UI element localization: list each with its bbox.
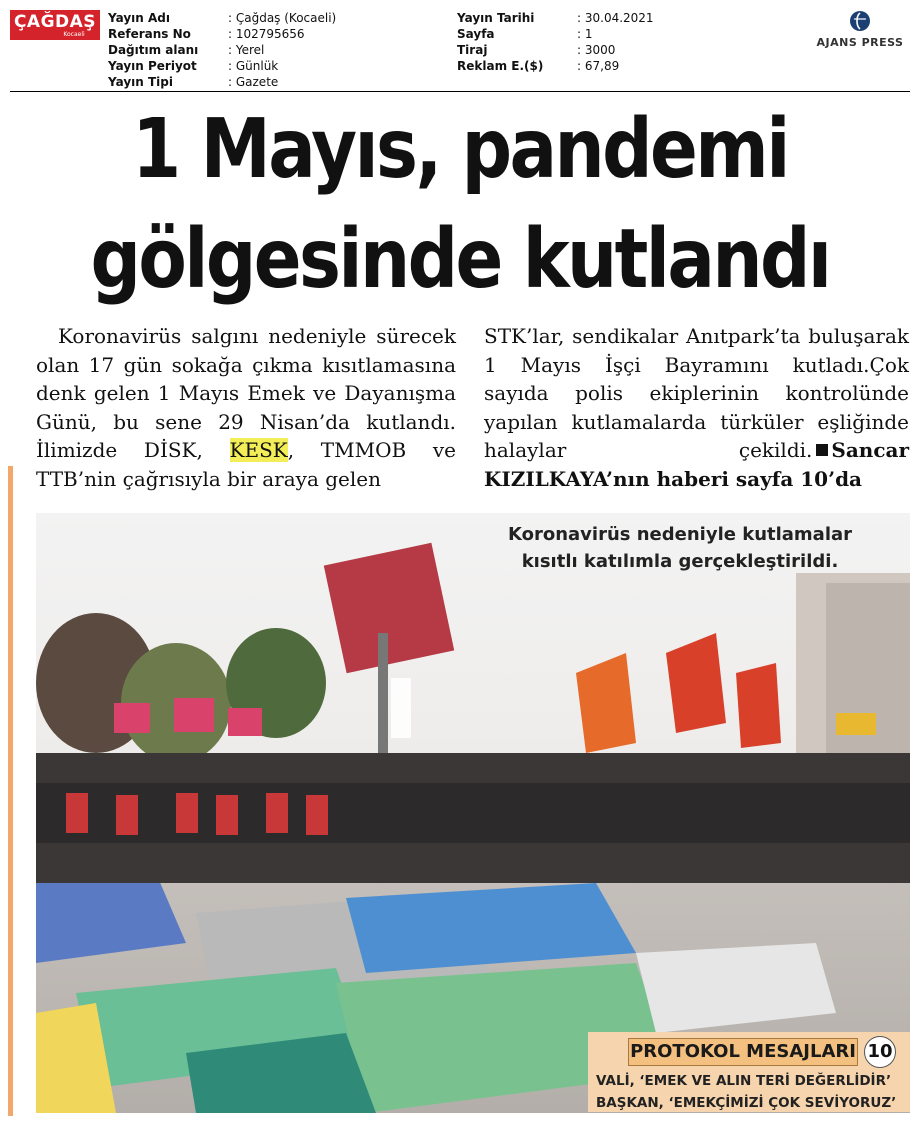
- meta-row: [457, 26, 654, 42]
- agency-logo-text: AJANS PRESS: [816, 36, 904, 49]
- agency-logo: [808, 10, 912, 50]
- meta-label: Tiraj: [457, 43, 488, 57]
- teaser-line-2: BAŞKAN, ‘EMEKÇİMİZİ ÇOK SEVİYORUZ’: [596, 1095, 897, 1111]
- newspaper-logo-text: ÇAĞDAŞ: [13, 11, 97, 32]
- meta-value: : 102795656: [228, 27, 305, 41]
- meta-value: : 67,89: [577, 59, 620, 73]
- photo-caption-line-1: Koronavirüs nedeniyle kutlamalar: [507, 524, 853, 545]
- meta-value: : 30.04.2021: [577, 11, 654, 25]
- news-photo: [36, 513, 910, 1113]
- meta-label: Sayfa: [457, 27, 495, 41]
- meta-row: [108, 58, 336, 74]
- highlighted-word: KESK: [229, 438, 288, 462]
- meta-label: Yayın Tarihi: [457, 11, 535, 25]
- crowd-photo-illustration: [36, 513, 910, 1113]
- inside-page-teaser: [588, 1032, 910, 1112]
- article-text: Koronavirüs salgını nedeniyle sürecek olan 17 gün sokağa çıkma kısıtlamasına denk gelen 1 Mayıs Emek ve Dayanışma Günü, bu sene 29 Nisan’da kutlandı. İlimizde DİSK,: [36, 324, 456, 462]
- meta-label: Yayın Adı: [108, 11, 170, 25]
- newspaper-logo-subtitle: Kocaeli: [63, 30, 85, 38]
- teaser-line-1: VALİ, ‘EMEK VE ALIN TERİ DEĞERLİDİR’: [596, 1073, 892, 1089]
- meta-row: [108, 74, 336, 90]
- meta-row: [457, 42, 654, 58]
- newspaper-logo: [10, 10, 100, 40]
- meta-label: Yayın Tipi: [108, 75, 173, 89]
- meta-label: Reklam E.($): [457, 59, 544, 73]
- article-paragraph: [36, 322, 456, 493]
- meta-value: : Gazete: [228, 75, 279, 89]
- headline-line-1: 1 Mayıs, pandemi: [132, 102, 788, 197]
- meta-value: : Yerel: [228, 43, 265, 57]
- article-text: STK’lar, sendikalar Anıtpark’ta buluşarak 1 Mayıs İşçi Bayramını kutladı.Çok sayıda polis ekiplerinin kontrolünde yapılan kutlamalarda türküler eşliğinde halaylar çekildi.: [484, 324, 909, 462]
- meta-row: [108, 10, 336, 26]
- meta-value: : 3000: [577, 43, 616, 57]
- meta-label: Dağıtım alanı: [108, 43, 199, 57]
- clipping-metadata-left: [108, 10, 336, 90]
- meta-row: [108, 26, 336, 42]
- photo-caption-line-2: kısıtlı katılımla gerçekleştirildi.: [521, 551, 839, 572]
- headline: [75, 95, 846, 315]
- meta-value: : Çağdaş (Kocaeli): [228, 11, 337, 25]
- meta-label: Referans No: [108, 27, 191, 41]
- clipping-metadata-right: [457, 10, 654, 74]
- teaser-title: PROTOKOL MESAJLARI: [628, 1038, 858, 1066]
- teaser-page-number: 10: [864, 1036, 896, 1068]
- meta-value: : 1: [577, 27, 593, 41]
- meta-label: Yayın Periyot: [108, 59, 197, 73]
- header-divider: [10, 91, 910, 92]
- article-column-2: [484, 322, 909, 493]
- headline-line-2: gölgesinde kutlandı: [90, 212, 830, 307]
- article-byline: Sancar KIZILKAYA’nın haberi sayfa 10’da: [484, 438, 909, 491]
- article-text: , TMMOB ve TTB’nin çağrısıyla bir araya gelen: [36, 438, 456, 491]
- meta-row: [457, 58, 654, 74]
- photo-caption: [470, 521, 890, 575]
- article-column-1: [36, 322, 456, 493]
- meta-row: [457, 10, 654, 26]
- meta-row: [108, 42, 336, 58]
- accent-rule: [8, 466, 13, 1116]
- black-square-icon: [816, 444, 828, 456]
- globe-icon: [849, 10, 871, 32]
- meta-value: : Günlük: [228, 59, 279, 73]
